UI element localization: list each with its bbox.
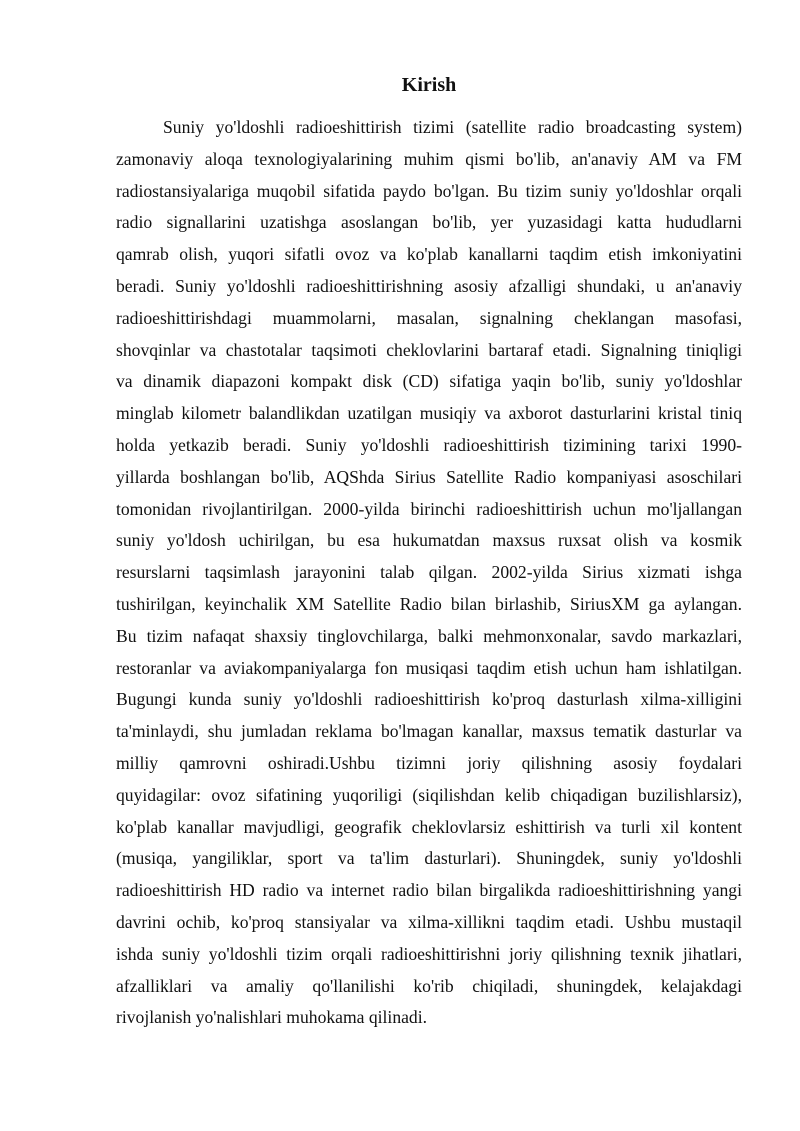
text-line: (musiqa, yangiliklar, sport va ta'lim dasturlari). Shuningdek, suniy yo'ldoshli [116,848,742,869]
text-line: restoranlar va aviakompaniyalarga fon musiqasi taqdim etish uchun ham ishlatilgan. [116,657,742,678]
text-line: va dinamik diapazoni kompakt disk (CD) sifatiga yaqin bo'lib, suniy yo'ldoshlar [116,371,742,392]
text-line: ishda suniy yo'ldoshli tizim orqali radioeshittirishni joriy qilishning texnik jihatlari, [116,943,742,964]
text-line: radiostansiyalariga muqobil sifatida paydo bo'lgan. Bu tizim suniy yo'ldoshlar orqali [116,180,742,201]
text-line: davrini ochib, ko'proq stansiyalar va xilma-xillikni taqdim etadi. Ushbu mustaqil [116,911,742,932]
text-line: minglab kilometr balandlikdan uzatilgan musiqiy va axborot dasturlarini kristal tiniq [116,403,742,424]
text-line: radio signallarini uzatishga asoslangan bo'lib, yer yuzasidagi katta hududlarni [116,212,742,233]
body-paragraph [116,112,742,1034]
text-line: Bugungi kunda suniy yo'ldoshli radioeshittirish ko'proq dasturlash xilma-xilligini [116,689,742,710]
text-line: afzalliklari va amaliy qo'llanilishi ko'rib chiqiladi, shuningdek, kelajakdagi [116,975,742,996]
text-line: tomonidan rivojlantirilgan. 2000-yilda birinchi radioeshittirish uchun mo'ljallangan [116,498,742,519]
text-line: resurslarni taqsimlash jarayonini talab qilgan. 2002-yilda Sirius xizmati ishga [116,562,742,583]
text-line: zamonaviy aloqa texnologiyalarining muhim qismi bo'lib, an'anaviy AM va FM [116,148,742,169]
text-line: quyidagilar: ovoz sifatining yuqoriligi (siqilishdan kelib chiqadigan buzilishlarsiz), [116,784,742,805]
text-line: Bu tizim nafaqat shaxsiy tinglovchilarga, balki mehmonxonalar, savdo markazlari, [116,625,742,646]
text-line: suniy yo'ldosh uchirilgan, bu esa hukumatdan maxsus ruxsat olish va kosmik [116,530,742,551]
text-line: Suniy yo'ldoshli radioeshittirish tizimi (satellite radio broadcasting system) [163,117,742,137]
text-line: holda yetkazib beradi. Suniy yo'ldoshli radioeshittirish tizimining tarixi 1990- [116,434,742,455]
text-line: milliy qamrovni oshiradi.Ushbu tizimni joriy qilishning asosiy foydalari [116,752,742,773]
text-line: ta'minlaydi, shu jumladan reklama bo'lmagan kanallar, maxsus tematik dasturlar va [116,721,742,742]
text-line: tushirilgan, keyinchalik XM Satellite Radio bilan birlashib, SiriusXM ga aylangan. [116,593,742,614]
document-title: Kirish [401,74,457,96]
text-line: radioeshittirishdagi muammolarni, masalan, signalning cheklangan masofasi, [116,307,742,328]
text-line: radioeshittirish HD radio va internet radio bilan birgalikda radioeshittirishning yangi [116,880,742,901]
text-line: rivojlanish yo'nalishlari muhokama qilinadi. [116,1007,428,1028]
text-line: yillarda boshlangan bo'lib, AQShda Sirius Satellite Radio kompaniyasi asoschilari [116,466,742,487]
text-line: shovqinlar va chastotalar taqsimoti cheklovlarini bartaraf etadi. Signalning tiniqligi [116,339,742,360]
text-line: beradi. Suniy yo'ldoshli radioeshittirishning asosiy afzalligi shundaki, u an'anaviy [116,275,742,296]
text-line: ko'plab kanallar mavjudligi, geografik cheklovlarsiz eshittirish va turli xil kontent [116,816,742,837]
text-line: qamrab olish, yuqori sifatli ovoz va ko'plab kanallarni taqdim etish imkoniyatini [116,244,742,265]
